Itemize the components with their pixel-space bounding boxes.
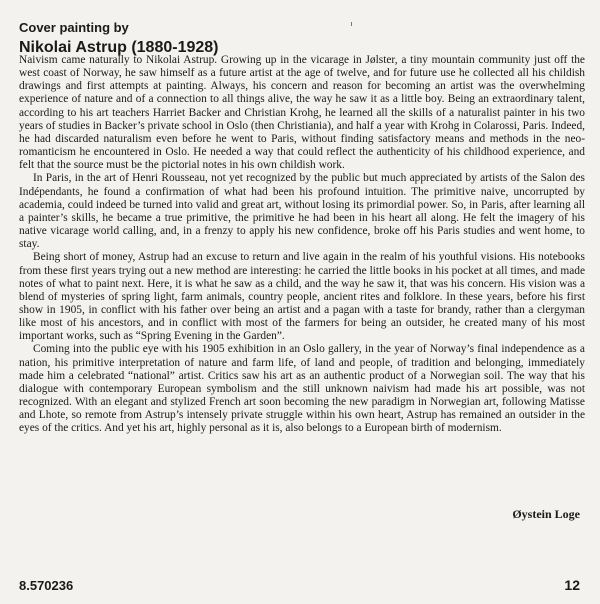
essay-paragraph: Naivism came naturally to Nikolai Astrup. Growing up in the vicarage in Jølster, a tiny mountain community just off the west coast of Norway, he saw himself as a future artist at the age of twelve, and for future use he collected all his childish drawings and first attempts at painting. Always, his concern and reason for becoming an artist was the overwhelming experience of nature and of a connection to all things alive, the way he saw it as a little boy. Being an extraordinary talent, according to his art teachers Harriet Backer and Christian Krohg, he learned all the skills of a naturalist painter in his two years of studies in Backer’s private school in Oslo (then Christiania), and half a year with Krohg in Colarossi, Paris. Indeed, he had discarded naturalism even before he went to Paris, without finding satisfactory means and methods in the neo-romanticism he encountered in Oslo. He needed a way that could reflect the authenticity of his childhood experience, and felt that the source must be the pictorial notes in his own childish work. — [19, 54, 585, 172]
essay-body — [19, 54, 585, 436]
author-signature: Øystein Loge — [512, 507, 580, 521]
artist-title: Nikolai Astrup (1880-1928) — [19, 39, 219, 56]
page-number: 12 — [564, 577, 580, 593]
essay-paragraph: In Paris, in the art of Henri Rousseau, not yet recognized by the public but much appreciated by artists of the Salon des Indépendants, he found a confirmation of what had been his profound intuition. The primitive naive, uncorrupted by academia, could indeed be turned into valid and great art, without losing its primordial power. So, in Paris, after learning all a painter’s skills, he became a true primitive, the primitive he had been in his heart all along. He felt the imagery of his native vicarage world calling, and, in a frenzy to apply his new confidence, broke off his Paris studies and went home, to stay. — [19, 172, 585, 251]
catalog-number: 8.570236 — [19, 578, 74, 593]
scan-speck — [351, 22, 352, 26]
cover-painting-label: Cover painting by — [19, 20, 129, 35]
essay-paragraph: Being short of money, Astrup had an excuse to return and live again in the realm of his youthful visions. His notebooks from these first years trying out a new method are interesting: he carried the little books in his pocket at all times, and made notes of what to paint next. Here, it is what he saw as a child, and the way he saw it, that was his concern. His vision was a blend of mysteries of spring light, farm animals, country people, ancient rites and folklore. In these years, before his first show in 1905, in conflict with his father over being an artist and a pagan with a taste for brandy, rather than a clergyman like most of his ancestors, and in conflict with most of the farmers for being an outsider, he created many of his most important works, such as “Spring Evening in the Garden”. — [19, 251, 585, 343]
essay-paragraph: Coming into the public eye with his 1905 exhibition in an Oslo gallery, in the year of Norway’s final independence as a nation, his primitive interpretation of nature and farm life, of land and people, of tradition and belonging, immediately made him a celebrated “national” artist. Critics saw his art as an authentic product of a Norwegian soil. The way that his dialogue with contemporary European symbolism and the still unknown naivism had made his art possible, was not recognized. With an elegant and stylized French art soon becoming the new paradigm in Norwegian art, following Matisse and Lhote, so remote from Astrup’s intensely private struggle within his own heart, Astrup has remained an outsider in the eyes of the critics. And yet his art, highly personal as it is, also belongs to a European birth of modernism. — [19, 343, 585, 435]
